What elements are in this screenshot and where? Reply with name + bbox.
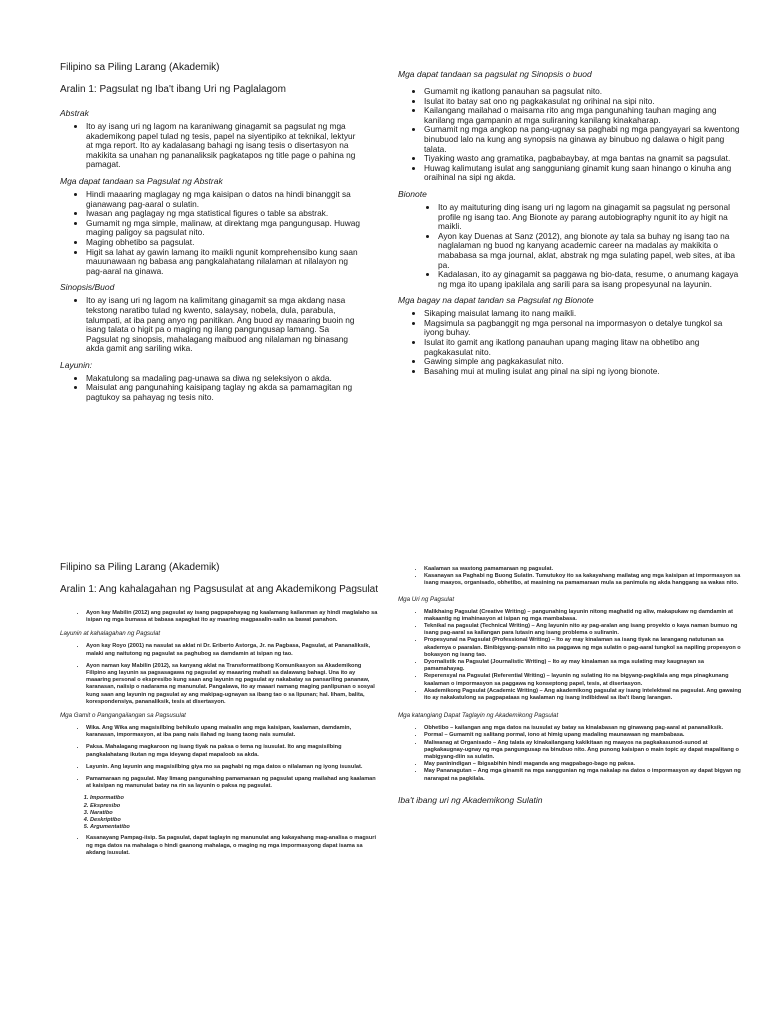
uri-list	[398, 609, 743, 703]
list-item: • Gawing simple ang pagkakasulat nito.	[424, 357, 743, 367]
list-item: • Tiyaking wasto ang gramatika, pagbabaybay, at mga bantas na gnamit sa pagsulat.	[424, 154, 743, 164]
list-item: • Ito ay isang uri ng lagom na kalimitang ginagamit sa mga akdang nasa tekstong naratibo tulad ng kwento, salaysay, nobela, dula, parabula, talumpati, at iba pang anyo ng panitikan. Ang buod ay maaaring buoin ng isang talata o higit pa o maging ng ilang pangungusap lamang. Sa Pagsulat ng sinopsis, mahalagang maibuod ang nilalaman ng binasang akda gamit ang sariling wika.	[86, 296, 360, 354]
list-item: • Dyornalistik na Pagsulat (Journalistic Writing) – Ito ay may kinalaman sa mga sulating may kaugnayan sa pamamahayag.	[424, 659, 743, 673]
lesson-title: Aralin 1: Pagsulat ng Iba't ibang Uri ng Paglalagom	[60, 84, 286, 95]
layunin-list	[60, 374, 360, 403]
list-item: • May Pananagutan – Ang mga ginamit na mga sanggunian ng mga nakalap na datos o impormasyon ay dapat bigyan ng nararapat na pagkilala.	[424, 768, 743, 782]
list-item: 4. Deskriptibo	[90, 817, 378, 824]
list-item: • Reperensyal na Pagsulat (Referential Writing) – layunin ng sulating ito na bigyang-pagkilala ang mga pinagkunang kaalaman o impormasyon sa paggawa ng konseptong papel, tesis, at disertasyon.	[424, 673, 743, 687]
section-heading-sulatin: Iba't ibang uri ng Akademikong Sulatin	[398, 794, 543, 805]
list-item: 3. Naratibo	[90, 810, 378, 817]
list-item: • Teknikal na pagsulat (Technical Writing) – Ang layunin nito ay pag-aralan ang isang proyekto o kaya naman bumuo ng isang pag-aaral sa kailangan para lutasin ang isang problema o suliranin.	[424, 623, 743, 637]
list-item: • Ayon naman kay Mabilin (2012), sa kanyang aklat na Transformatibong Komunikasyon sa Akademikong Filipino ang layunin sa pagsasagawa ng pagsulat ay maaaring mahati sa dalawang bahagi. Una ito ay maaaring personal o ekspresibo kung saan ang layunin ng pagsulat ay nakabatay sa pansariling pananaw, karanasan, naiisip o nadarama ng manunulat. Pangalawa, ito ay maaari namang maging panlipunan o sosyal kung saan ang layunin ng pagsulat ay ang makipag-ugnayan sa ibang tao o sa lipunan; hal. liham, balita, korespondensiya, pananaliksik, tesis at disertasyon.	[86, 663, 378, 706]
bionote-list	[398, 203, 743, 289]
list-item: • Isulat ito batay sat ono ng pagkakasulat ng orihinal na sipi nito.	[424, 97, 743, 107]
list-item: • Malikhaing Pagsulat (Creative Writing) – pangunahing layunin nitong maghatid ng aliw, makapukaw ng damdamin at makaantig ng imahinasyon at isipan ng mga mambabasa.	[424, 609, 743, 623]
list-item: • Maisulat ang pangunahing kaisipang taglay ng akda sa pamamagitan ng pagtukoy sa pahayag ng tesis nito.	[86, 383, 360, 402]
after-list	[60, 835, 378, 857]
section-heading-sinopsis: Sinopsis/Buod	[60, 282, 115, 293]
list-item: • Propesyunal na Pagsulat (Professional Writing) – Ito ay may kinalaman sa isang tiyak na larangang natutunan sa akademya o paaralan. Binibigyang-pansin nito sa paggawa ng mga sulatin o pag-aaral tungkol sa napiling propesyon o bokasyon ng isang tao.	[424, 637, 743, 659]
top-left-column	[60, 62, 360, 409]
section-heading-katangian: Mga katangiang Dapat Taglayin ng Akademikong Pagsulat	[398, 712, 559, 720]
section-heading-sinopsis-tips: Mga dapat tandaan sa pagsulat ng Sinopsis o buod	[398, 69, 592, 79]
list-item: • Pormal – Gumamit ng salitang pormal, iono at himig upang madaling maunawaan ng mambabasa.	[424, 732, 743, 739]
list-item: • Magsimula sa pagbanggit ng mga personal na impormasyon o detalye tungkol sa iyong buhay.	[424, 319, 743, 338]
list-item: • Wika. Ang Wika ang magsisilbing behikulo upang maisalin ang mga kaisipan, kaalaman, damdamin, karanasan, impormasyon, at iba pang nais ilahad ng isang taong nais sumulat.	[86, 725, 378, 739]
section-heading-uri: Mga Uri ng Pagsulat	[398, 595, 455, 603]
list-item: • Huwag kalimutang isulat ang sangguniang ginamit kung saan hinango o kinuha ang oraihinal na sipi ng akda.	[424, 164, 743, 183]
top-list	[398, 566, 743, 588]
list-item: • Iwasan ang paglagay ng mga statistical figures o table sa abstrak.	[86, 209, 360, 219]
list-item: • Hindi maaaring maglagay ng mga kaisipan o datos na hindi binanggit sa gianawang pag-aaral o sulatin.	[86, 190, 360, 209]
list-item: • Kadalasan, ito ay ginagamit sa paggawa ng bio-data, resume, o anumang kagaya ng mga ito upang ipakilala ang sarili para sa isang propesyunal na layunin.	[438, 270, 743, 289]
page-title: Filipino sa Piling Larang (Akademik)	[60, 62, 220, 73]
abstrak-tips-list	[60, 190, 360, 276]
list-item: • Makatulong sa madaling pag-unawa sa diwa ng seleksiyon o akda.	[86, 374, 360, 384]
list-item: • Gumamit ng ikatlong panauhan sa pagsulat nito.	[424, 87, 743, 97]
list-item: • Isulat ito gamit ang ikatlong panauhan upang maging litaw na obhetibo ang pagkakasulat nito.	[424, 338, 743, 357]
list-item: • Higit sa lahat ay gawin lamang ito maikli ngunit komprehensibo kung saan mauunawaan ng babasa ang pangkalahatang nilalaman at nilalayon ng pag-aaral na ginawa.	[86, 248, 360, 277]
section-heading-bionote-tips: Mga bagay na dapat tandan sa Pagsulat ng Bionote	[398, 295, 594, 306]
list-item: • Basahing mui at muling isulat ang pinal na sipi ng iyong bionote.	[424, 367, 743, 377]
list-item: • Kaalaman sa wastong pamamaraan ng pagsulat.	[424, 566, 743, 573]
katangian-list	[398, 725, 743, 783]
intro-list	[60, 610, 378, 624]
section-heading-layunin: Layunin at kahalagahan ng Pagsulat	[60, 630, 161, 638]
list-item: • Ayon kay Royo (2001) na nasulat sa aklat ni Dr. Eriberto Astorga, Jr. na Pagbasa, Pagsulat, at Pananaliksik, malaki ang naitutong ng pagsulat sa paghubog sa damdamin at isipan ng tao.	[86, 643, 378, 657]
list-item: 2. Ekspresibo	[90, 803, 378, 810]
list-item: • Ito ay maituturing ding isang uri ng lagom na ginagamit sa pagsulat ng personal profile ng isang tao. Ang Bionote ay parang autobiography ngunit ito ay higit na maikli.	[438, 203, 743, 232]
list-item: • Maliwanag at Organisado – Ang talata ay kinakailangang kakikitaan ng maayos na pagkakasunod-sunod at pagkakaugnay-ugnay ng mga pangungusap na binubuo nito. Ang punong kaisipan o main topic ay dapat mapalitang o mabigyang-diin sa sulatin.	[424, 740, 743, 762]
list-item: • Ito ay isang uri ng lagom na karaniwang ginagamit sa pagsulat ng mga akademikong papel tulad ng tesis, papel na siyentipiko at teknikal, lektyur at mga report. Ito ay kadalasang bahagi ng isang tesis o disertasyon na makikita sa unahan ng pananaliksik pagkatapos ng title page o pahina ng pamagat.	[86, 122, 360, 170]
list-item: 5. Argumentatibo	[90, 824, 378, 831]
list-item: • Gumamit ng mga simple, malinaw, at direktang mga pangungusap. Huwag maging paligoy sa pagsulat nito.	[86, 219, 360, 238]
list-item: 1. Impormatibo	[90, 795, 378, 802]
bottom-left-column	[60, 562, 378, 862]
abstrak-list	[60, 122, 360, 170]
list-item: • Sikaping maisulat lamang ito nang maikli.	[424, 309, 743, 319]
bottom-right-column	[398, 566, 743, 805]
pamamaraan-list	[60, 795, 378, 831]
list-item: • May paninindigan – Ibigsabihin hindi maganda ang magpabago-bago ng paksa.	[424, 761, 743, 768]
section-heading-abstrak: Abstrak	[60, 108, 89, 118]
bionote-tips-list	[398, 309, 743, 376]
section-heading-abstrak-tips: Mga dapat tandaan sa Pagsulat ng Abstrak	[60, 175, 223, 186]
list-item: • Kasanayan sa Paghabi ng Buong Sulatin. Tumutukoy ito sa kakayahang mailatag ang mga kaisipan at impormasyon sa isang maayos, organisado, obhetibo, at masining na pamamaraan mula sa panimula ng akda hanggang sa wakas nito.	[424, 573, 743, 587]
list-item: • Gumamit ng mga angkop na pang-ugnay sa paghabi ng mga pangyayari sa kwentong binubuod lalo na kung ang synopsis na ginawa ay binubuo ng dalawa o higit pang talata.	[424, 125, 743, 154]
section-heading-gamit: Mga Gamit o Pangangailangan sa Pagsusulat	[60, 712, 186, 720]
page-title: Filipino sa Piling Larang (Akademik)	[60, 562, 220, 573]
list-item: • Kailangang mailahad o maisama rito ang mga pangunahing tauhan maging ang kanilang mga gampanin at mga suliraning kanilang kinakaharap.	[424, 106, 743, 125]
section-heading-layunin: Layunin:	[60, 359, 93, 370]
list-item: • Layunin. Ang layunin ang magsisilbing giya mo sa paghabi ng mga datos o nilalaman ng iyong isusulat.	[86, 764, 378, 771]
lesson-title: Aralin 1: Ang kahalagahan ng Pagsusulat at ang Akademikong Pagsulat	[60, 584, 379, 595]
sinopsis-list	[60, 296, 360, 354]
list-item: • Akademikong Pagsulat (Academic Writing) – Ang akademikong pagsulat ay isang intelektwal na pagsulat. Ang gawaing ito ay nakakatulong sa pagpapataas ng kaalaman ng isang indibidwal sa iba't ibang larangan.	[424, 688, 743, 702]
top-right-column	[398, 69, 743, 382]
list-item: • Pamamaraan ng pagsulat. May limang pangunahing pamamaraan ng pagsulat upang mailahad ang kaalaman at kaisipan ng manunulat batay na rin sa layunin o paksa ng pagsulat.	[86, 776, 378, 790]
sinopsis-tips-list	[398, 87, 743, 183]
list-item: • Obhetibo – kailangan ang mga datos na isusulat ay batay sa kinalabasan ng ginawang pag-aaral at pananaliksik.	[424, 725, 743, 732]
gamit-list	[60, 725, 378, 790]
list-item: • Kasanayang Pampag-iisip. Sa pagsulat, dapat taglayin ng manunulat ang kakayahang mag-analisa o magsuri ng mga datos na mahalaga o hindi gaanong mahalaga, o maging ng mga impormasyong dapat isama sa akdang isusulat.	[86, 835, 378, 857]
list-item: • Ayon kay Duenas at Sanz (2012), ang bionote ay tala sa buhay ng isang tao na naglalaman ng buod ng kanyang academic career na madalas ay makikita o mababasa sa mga journal, aklat, abstrak ng mga sulating papel, web sites, at iba pa.	[438, 232, 743, 270]
layunin-list	[60, 643, 378, 706]
list-item: • Paksa. Mahalagang magkaroon ng isang tiyak na paksa o tema ng isusulat. Ito ang magsisilbing pangkalahatang ikutan ng mga ideyang dapat mapaloob sa akda.	[86, 744, 378, 758]
list-item: • Ayon kay Mabilin (2012) ang pagsulat ay isang pagpapahayag ng kaalamang kailanman ay hindi maglalaho sa isipan ng mga bumasa at babasa sapagkat ito ay maaring magpasalin-salin sa bawat panahon.	[86, 610, 378, 624]
list-item: • Maging obhetibo sa pagsulat.	[86, 238, 360, 248]
section-heading-bionote: Bionote	[398, 188, 427, 199]
